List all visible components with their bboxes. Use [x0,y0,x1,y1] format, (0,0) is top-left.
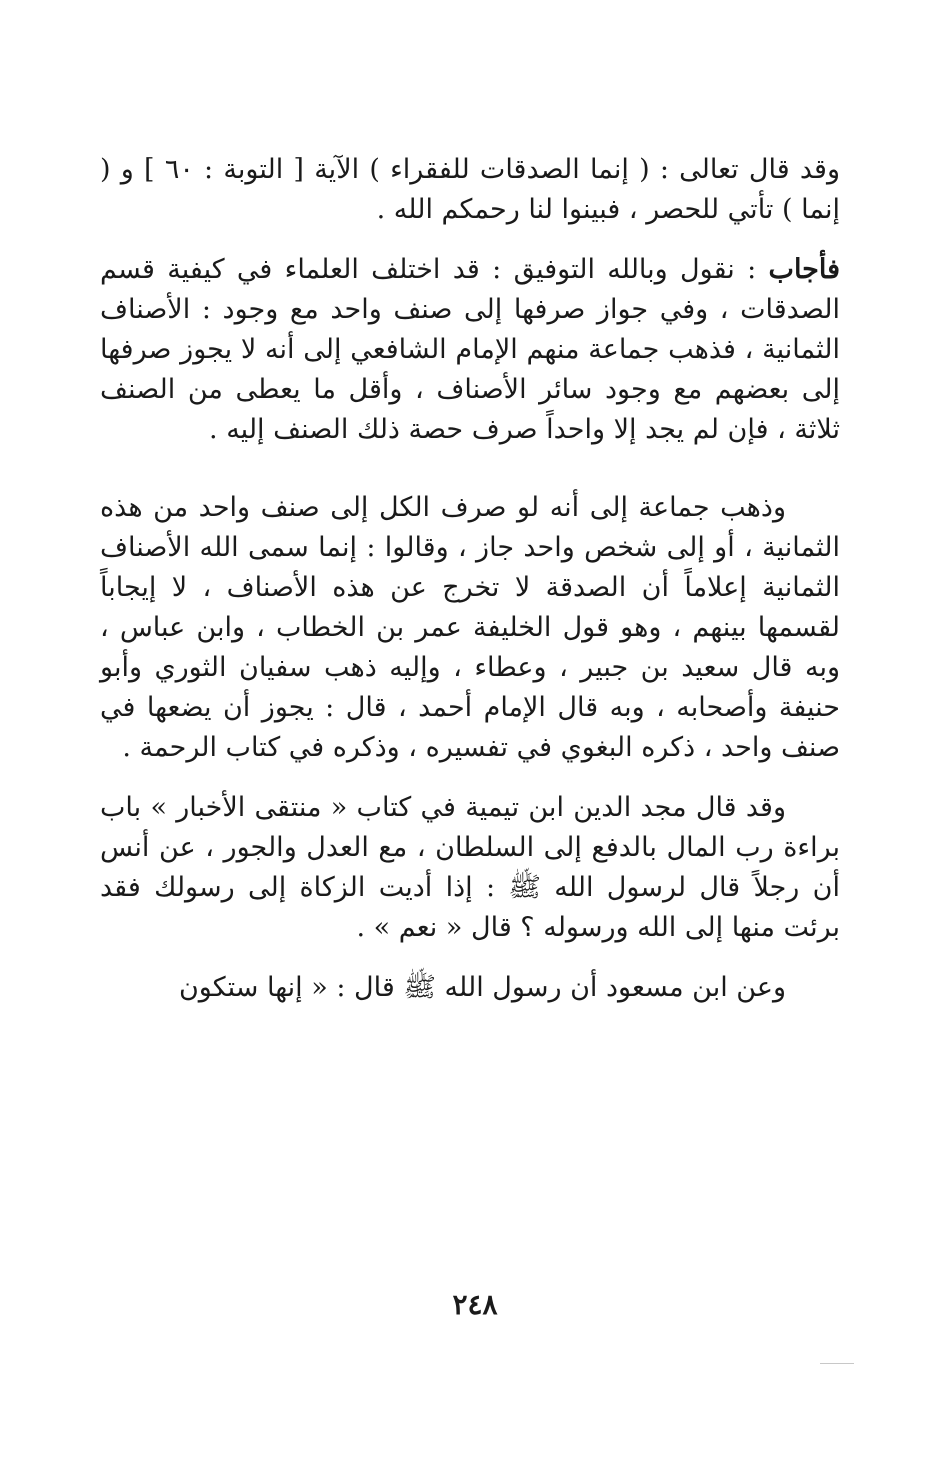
paragraph-answer [100,250,840,450]
paragraph-question [100,150,840,230]
answer-lead-word: فأجاب [768,254,840,285]
paragraph-text: وقد قال مجد الدين ابن تيمية في كتاب « منتقى الأخبار » باب براءة رب المال بالدفع إلى السلطان ، مع العدل والجور ، عن أنس أن رجلاً قال لرسول الله ﷺ : إذا أديت الزكاة إلى رسولك فقد برئت منها إلى الله ورسوله ؟ قال « نعم » . [100,792,840,943]
paragraph-text: : نقول وبالله التوفيق : قد اختلف العلماء في كيفية قسم الصدقات ، وفي جواز صرفها إلى صنف واحد مع وجود : الأصناف الثمانية ، فذهب جماعة منهم الإمام الشافعي إلى أنه لا يجوز صرفها إلى بعضهم مع وجود سائر الأصناف ، وأقل ما يعطى من الصنف ثلاثة ، فإن لم يجد إلا واحداً صرف حصة ذلك الصنف إليه . [100,254,840,445]
paragraph-ibn-taymiyya [100,788,840,948]
document-body [100,150,840,1008]
paragraph-text: وذهب جماعة إلى أنه لو صرف الكل إلى صنف واحد من هذه الثمانية ، أو إلى شخص واحد جاز ، وقالوا : إنما سمى الله الأصناف الثمانية إعلاماً أن الصدقة لا تخرج عن هذه الأصناف ، لا إيجاباً لقسمها بينهم ، وهو قول الخليفة عمر بن الخطاب ، وابن عباس ، وبه قال سعيد بن جبير ، وعطاء ، وإليه ذهب سفيان الثوري وأبو حنيفة وأصحابه ، وبه قال الإمام أحمد ، قال : يجوز أن يضعها في صنف واحد ، ذكره البغوي في تفسيره ، وذكره في كتاب الرحمة . [100,492,841,763]
scan-mark [820,1363,854,1364]
page-number: ٢٤٨ [452,1288,498,1321]
paragraph-second-opinion [100,488,840,768]
paragraph-ibn-masud [100,968,840,1008]
paragraph-text: وعن ابن مسعود أن رسول الله ﷺ قال : « إنها ستكون [178,972,786,1003]
paragraph-text: وقد قال تعالى : ( إنما الصدقات للفقراء ) الآية [ التوبة : ٦٠ ] و ( إنما ) تأتي للحصر ، فبينوا لنا رحمكم الله . [100,154,841,225]
